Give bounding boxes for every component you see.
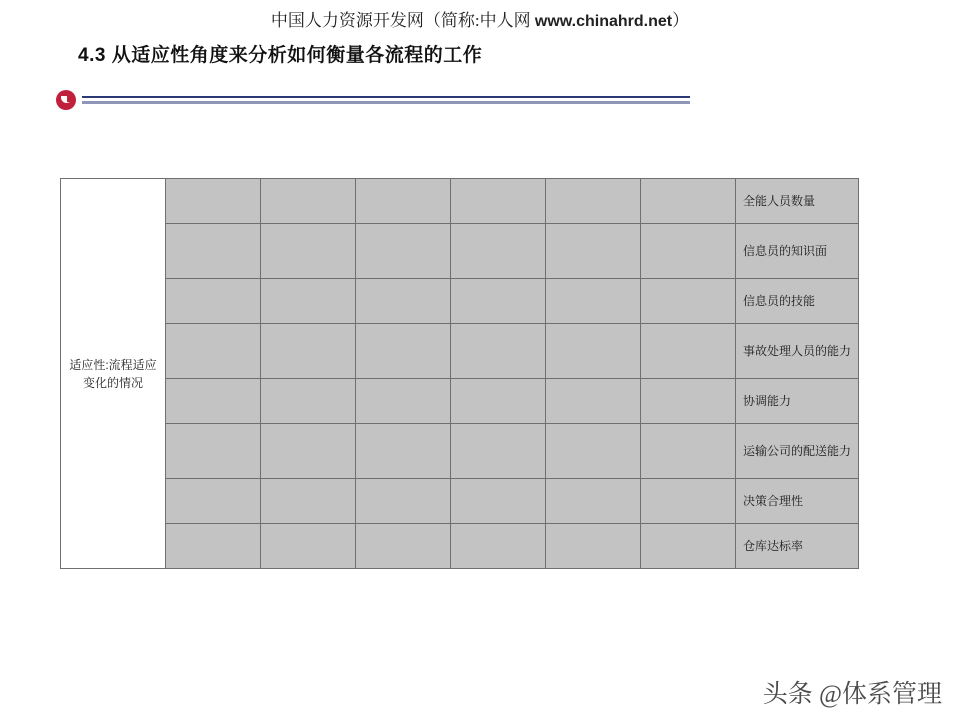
matrix-empty-cell[interactable] — [356, 324, 451, 379]
matrix-empty-cell[interactable] — [356, 379, 451, 424]
matrix-empty-cell[interactable] — [546, 179, 641, 224]
matrix-empty-cell[interactable] — [641, 524, 736, 569]
adaptability-matrix-table — [60, 178, 859, 569]
matrix-empty-cell[interactable] — [356, 524, 451, 569]
matrix-empty-cell[interactable] — [261, 179, 356, 224]
table-row — [61, 279, 859, 324]
matrix-empty-cell[interactable] — [641, 379, 736, 424]
page-title: 4.3 从适应性角度来分析如何衡量各流程的工作 — [78, 45, 483, 66]
matrix-body — [61, 179, 859, 569]
site-watermark-tail: ） — [672, 11, 690, 30]
matrix-item-cell: 事故处理人员的能力 — [736, 324, 859, 379]
table-row — [61, 324, 859, 379]
matrix-item-cell: 仓库达标率 — [736, 524, 859, 569]
matrix-empty-cell[interactable] — [451, 524, 546, 569]
matrix-empty-cell[interactable] — [166, 179, 261, 224]
matrix-empty-cell[interactable] — [166, 224, 261, 279]
matrix-empty-cell[interactable] — [451, 324, 546, 379]
matrix-empty-cell[interactable] — [261, 224, 356, 279]
matrix-empty-cell[interactable] — [261, 524, 356, 569]
divider-line-top — [82, 96, 690, 98]
matrix-empty-cell[interactable] — [641, 479, 736, 524]
matrix-empty-cell[interactable] — [166, 279, 261, 324]
matrix-empty-cell[interactable] — [356, 224, 451, 279]
matrix-empty-cell[interactable] — [356, 479, 451, 524]
matrix-empty-cell[interactable] — [166, 424, 261, 479]
matrix-empty-cell[interactable] — [166, 324, 261, 379]
matrix-empty-cell[interactable] — [261, 279, 356, 324]
matrix-empty-cell[interactable] — [546, 524, 641, 569]
matrix-empty-cell[interactable] — [451, 224, 546, 279]
table-row — [61, 224, 859, 279]
footer-watermark: 头条 @体系管理 — [762, 681, 942, 708]
arrow-bullet-icon — [56, 90, 76, 110]
title-divider — [52, 88, 692, 112]
matrix-empty-cell[interactable] — [166, 379, 261, 424]
matrix-empty-cell[interactable] — [546, 279, 641, 324]
matrix-empty-cell[interactable] — [641, 324, 736, 379]
matrix-empty-cell[interactable] — [261, 479, 356, 524]
matrix-empty-cell[interactable] — [451, 379, 546, 424]
matrix-empty-cell[interactable] — [261, 424, 356, 479]
matrix-empty-cell[interactable] — [451, 424, 546, 479]
site-watermark-cn: 中国人力资源开发网（简称:中人网 — [270, 11, 535, 30]
matrix-empty-cell[interactable] — [546, 379, 641, 424]
matrix-empty-cell[interactable] — [356, 279, 451, 324]
matrix-item-cell: 信息员的知识面 — [736, 224, 859, 279]
matrix-empty-cell[interactable] — [261, 379, 356, 424]
matrix-empty-cell[interactable] — [641, 224, 736, 279]
matrix-category-cell: 适应性:流程适应变化的情况 — [61, 179, 166, 569]
matrix-empty-cell[interactable] — [641, 279, 736, 324]
matrix-item-cell: 运输公司的配送能力 — [736, 424, 859, 479]
divider-line-bottom — [82, 101, 690, 104]
matrix-item-cell: 协调能力 — [736, 379, 859, 424]
matrix-empty-cell[interactable] — [356, 179, 451, 224]
table-row — [61, 524, 859, 569]
matrix-empty-cell[interactable] — [451, 279, 546, 324]
matrix-empty-cell[interactable] — [546, 424, 641, 479]
matrix-empty-cell[interactable] — [641, 424, 736, 479]
table-row — [61, 179, 859, 224]
matrix-empty-cell[interactable] — [451, 479, 546, 524]
matrix-empty-cell[interactable] — [356, 424, 451, 479]
matrix-empty-cell[interactable] — [261, 324, 356, 379]
matrix-item-cell: 决策合理性 — [736, 479, 859, 524]
matrix-empty-cell[interactable] — [546, 324, 641, 379]
table-row — [61, 379, 859, 424]
matrix-empty-cell[interactable] — [546, 224, 641, 279]
table-row — [61, 424, 859, 479]
matrix-item-cell: 全能人员数量 — [736, 179, 859, 224]
matrix-empty-cell[interactable] — [641, 179, 736, 224]
matrix-empty-cell[interactable] — [166, 524, 261, 569]
matrix-item-cell: 信息员的技能 — [736, 279, 859, 324]
table-row — [61, 479, 859, 524]
site-watermark-header — [0, 6, 960, 31]
matrix-empty-cell[interactable] — [546, 479, 641, 524]
matrix-empty-cell[interactable] — [451, 179, 546, 224]
site-watermark-url: www.chinahrd.net — [534, 13, 673, 30]
matrix-empty-cell[interactable] — [166, 479, 261, 524]
